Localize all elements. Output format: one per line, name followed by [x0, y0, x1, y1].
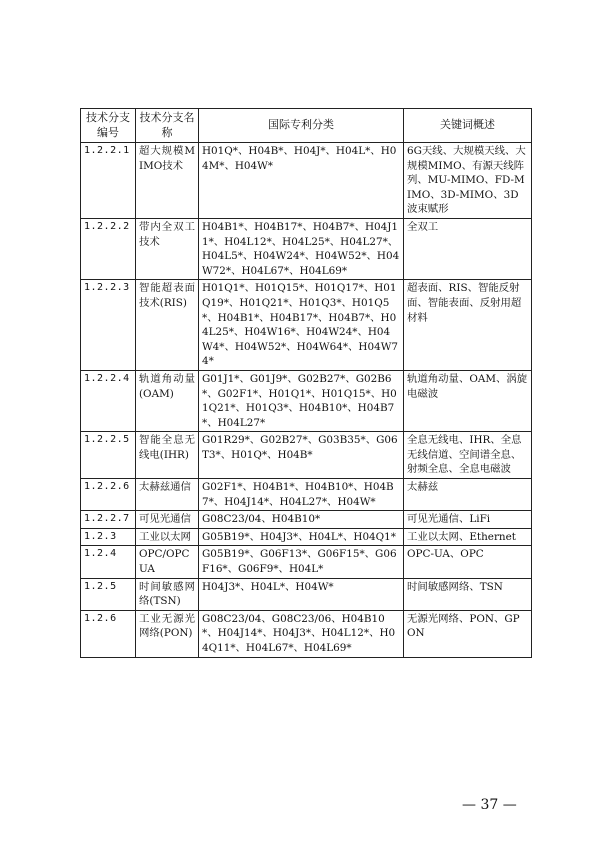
- cell-branch-id: 1.2.2.1: [81, 143, 136, 219]
- cell-keywords: 超表面、RIS、智能反射面、智能表面、反射用超材料: [404, 280, 532, 371]
- cell-keywords: 时间敏感网络、TSN: [404, 578, 532, 610]
- cell-branch-name: 时间敏感网络(TSN): [136, 578, 199, 610]
- table-row: [81, 610, 532, 657]
- cell-ipc: H01Q1*、H01Q15*、H01Q17*、H01Q19*、H01Q21*、H01Q3*、H01Q5*、H04B1*、H04B17*、H04B7*、H04L25*、H04W16*、H04W24*、H04W4*、H04W52*、H04W64*、H04W74*: [199, 280, 404, 371]
- cell-ipc: H04B1*、H04B17*、H04B7*、H04J11*、H04L12*、H04L25*、H04L27*、H04L5*、H04W24*、H04W52*、H04W72*、H04L67*、H04L69*: [199, 218, 404, 279]
- cell-keywords: 太赫兹: [404, 479, 532, 511]
- table-row: [81, 143, 532, 219]
- table-row: [81, 528, 532, 546]
- cell-branch-id: 1.2.4: [81, 546, 136, 578]
- cell-branch-id: 1.2.2.6: [81, 479, 136, 511]
- table-header-row: [81, 109, 532, 143]
- cell-branch-id: 1.2.2.3: [81, 280, 136, 371]
- cell-branch-id: 1.2.6: [81, 610, 136, 657]
- cell-branch-name: 智能超表面技术(RIS): [136, 280, 199, 371]
- cell-branch-id: 1.2.2.7: [81, 511, 136, 529]
- cell-branch-name: 太赫兹通信: [136, 479, 199, 511]
- cell-keywords: 可见光通信、LiFi: [404, 511, 532, 529]
- ipc-classification-table: [80, 108, 532, 658]
- table-row: [81, 479, 532, 511]
- cell-branch-name: 工业无源光网络(PON): [136, 610, 199, 657]
- page-number: — 37 —: [462, 797, 517, 813]
- cell-keywords: 全息无线电、IHR、全息无线信道、空间谱全息、射频全息、全息电磁波: [404, 432, 532, 479]
- table-row: [81, 280, 532, 371]
- cell-ipc: H04J3*、H04L*、H04W*: [199, 578, 404, 610]
- cell-branch-name: 超大规模MIMO技术: [136, 143, 199, 219]
- cell-branch-id: 1.2.5: [81, 578, 136, 610]
- cell-keywords: 全双工: [404, 218, 532, 279]
- cell-keywords: 6G天线、大规模天线、大规模MIMO、有源天线阵列、MU-MIMO、FD-MIMO、3D-MIMO、3D波束赋形: [404, 143, 532, 219]
- cell-branch-id: 1.2.2.5: [81, 432, 136, 479]
- header-keywords: 关键词概述: [404, 109, 532, 143]
- cell-keywords: 工业以太网、Ethernet: [404, 528, 532, 546]
- cell-ipc: G08C23/04、H04B10*: [199, 511, 404, 529]
- table-row: [81, 546, 532, 578]
- header-branch-id: 技术分支编号: [81, 109, 136, 143]
- cell-ipc: H01Q*、H04B*、H04J*、H04L*、H04M*、H04W*: [199, 143, 404, 219]
- cell-branch-id: 1.2.2.2: [81, 218, 136, 279]
- table-row: [81, 578, 532, 610]
- cell-ipc: G01J1*、G01J9*、G02B27*、G02B6*、G02F1*、H01Q1*、H01Q15*、H01Q21*、H01Q3*、H04B10*、H04B7*、H04L27*: [199, 370, 404, 431]
- cell-keywords: 无源光网络、PON、GPON: [404, 610, 532, 657]
- table-row: [81, 511, 532, 529]
- header-branch-name: 技术分支名称: [136, 109, 199, 143]
- cell-ipc: G05B19*、G06F13*、G06F15*、G06F16*、G06F9*、H04L*: [199, 546, 404, 578]
- cell-branch-name: 可见光通信: [136, 511, 199, 529]
- cell-branch-name: OPC/OPCUA: [136, 546, 199, 578]
- cell-keywords: OPC-UA、OPC: [404, 546, 532, 578]
- table-row: [81, 370, 532, 431]
- cell-ipc: G05B19*、H04J3*、H04L*、H04Q1*: [199, 528, 404, 546]
- cell-branch-id: 1.2.3: [81, 528, 136, 546]
- cell-branch-name: 轨道角动量(OAM): [136, 370, 199, 431]
- cell-branch-id: 1.2.2.4: [81, 370, 136, 431]
- cell-keywords: 轨道角动量、OAM、涡旋电磁波: [404, 370, 532, 431]
- cell-ipc: G02F1*、H04B1*、H04B10*、H04B7*、H04J14*、H04L27*、H04W*: [199, 479, 404, 511]
- cell-branch-name: 带内全双工技术: [136, 218, 199, 279]
- header-ipc: 国际专利分类: [199, 109, 404, 143]
- table-row: [81, 432, 532, 479]
- cell-branch-name: 工业以太网: [136, 528, 199, 546]
- cell-ipc: G08C23/04、G08C23/06、H04B10*、H04J14*、H04J3*、H04L12*、H04Q11*、H04L67*、H04L69*: [199, 610, 404, 657]
- table-row: [81, 218, 532, 279]
- cell-branch-name: 智能全息无线电(IHR): [136, 432, 199, 479]
- cell-ipc: G01R29*、G02B27*、G03B35*、G06T3*、H01Q*、H04B*: [199, 432, 404, 479]
